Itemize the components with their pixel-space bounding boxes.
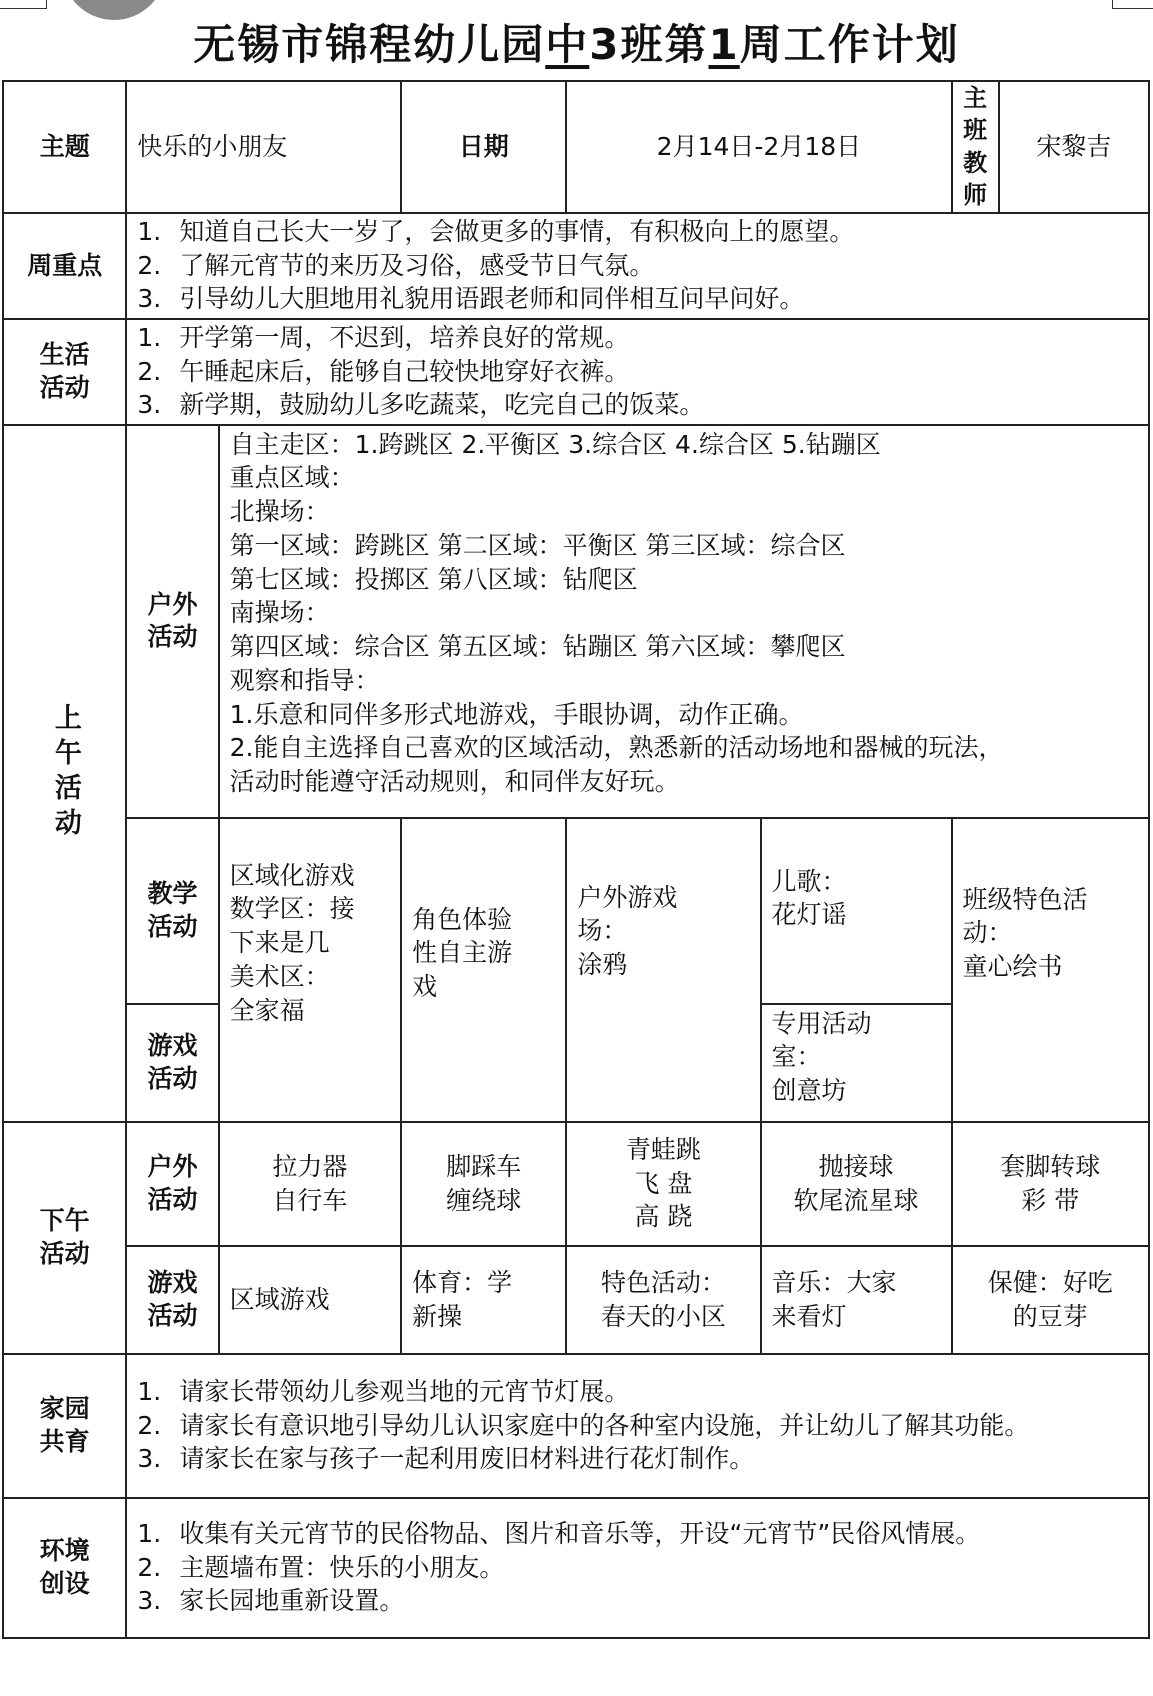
header-row	[3, 81, 1149, 213]
weekly-focus-row	[3, 213, 1149, 319]
home-content	[126, 1354, 1149, 1498]
list-item: 1. 知道自己长大一岁了，会做更多的事情，有积极向上的愿望。	[137, 216, 855, 246]
life-label: 生活活动	[3, 319, 126, 425]
list-item: 2. 请家长有意识地引导幼儿认识家庭中的各种室内设施，并让幼儿了解其功能。	[137, 1410, 1030, 1440]
thu-activity-bottom: 专用活动 室： 创意坊	[761, 1004, 952, 1122]
env-label: 环境创设	[3, 1498, 126, 1638]
home-row	[3, 1354, 1149, 1498]
corner-mark-left	[0, 0, 47, 9]
list-item: 2. 了解元宵节的来历及习俗，感受节日气氛。	[137, 250, 655, 280]
morning-outdoor-content: 自主走区：1.跨跳区 2.平衡区 3.综合区 4.综合区 5.钻蹦区 重点区域： 北操场： 第一区域：跨跳区 第二区域：平衡区 第三区域：综合区 第七区域：投掷区 第八区域：钻爬区 南操场： 第四区域：综合区 第五区域：钻蹦区 第六区域：攀爬区 观察和指导： 1.乐意和同伴多形式地游戏，手眼协调，动作正确。 2.能自主选择自己喜欢的区域活动，熟悉新的活动场地和器械的玩法， 活动时能遵守活动规则，和同伴友好玩。	[219, 425, 1149, 818]
game-wed: 特色活动： 春天的小区	[566, 1246, 760, 1354]
pe-tue: 脚踩车 缠绕球	[401, 1122, 566, 1246]
title-suffix: 3班第	[589, 20, 709, 69]
theme-value: 快乐的小朋友	[126, 81, 401, 213]
game-mon: 区域游戏	[219, 1246, 401, 1354]
game-thu: 音乐：大家 来看灯	[761, 1246, 952, 1354]
afternoon-outdoor-row	[3, 1122, 1149, 1246]
pe-mon: 拉力器 自行车	[219, 1122, 401, 1246]
title-class: 中	[545, 20, 590, 69]
page-title	[0, 12, 1153, 72]
list-item: 1. 收集有关元宵节的民俗物品、图片和音乐等，开设“元宵节”民俗风情展。	[137, 1518, 981, 1548]
list-item: 1. 开学第一周，不迟到，培养良好的常规。	[137, 322, 630, 352]
title-prefix: 无锡市锦程幼儿园	[193, 20, 546, 69]
afternoon-outdoor-label: 户外活动	[126, 1122, 218, 1246]
env-content	[126, 1498, 1149, 1638]
corner-mark-right	[1112, 0, 1153, 9]
title-week: 1	[708, 20, 740, 69]
pe-fri: 套脚转球 彩 带	[952, 1122, 1150, 1246]
afternoon-game-row	[3, 1246, 1149, 1354]
home-label: 家园共育	[3, 1354, 126, 1498]
list-item: 2. 主题墙布置：快乐的小朋友。	[137, 1552, 505, 1582]
plan-table	[2, 80, 1150, 1639]
list-item: 3. 引导幼儿大胆地用礼貌用语跟老师和同伴相互问早问好。	[137, 284, 805, 314]
list-item: 3. 新学期，鼓励幼儿多吃蔬菜，吃完自己的饭菜。	[137, 390, 705, 420]
weekly-focus-content	[126, 213, 1149, 319]
fri-activity: 班级特色活 动： 童心绘书	[952, 818, 1150, 1122]
morning-outdoor-row	[3, 425, 1149, 818]
afternoon-label: 下午活动	[3, 1122, 126, 1354]
date-value: 2月14日-2月18日	[566, 81, 951, 213]
morning-teaching-row	[3, 818, 1149, 1004]
morning-label: 上午活动	[3, 425, 126, 1122]
mon-activity: 区域化游戏 数学区：接 下来是几 美术区： 全家福	[219, 818, 401, 1122]
teacher-label: 主班教师	[952, 81, 999, 213]
life-row	[3, 319, 1149, 425]
afternoon-game-label: 游戏活动	[126, 1246, 218, 1354]
list-item: 1. 请家长带领幼儿参观当地的元宵节灯展。	[137, 1376, 630, 1406]
game-tue: 体育：学 新操	[401, 1246, 566, 1354]
game-label: 游戏活动	[126, 1004, 218, 1122]
theme-label: 主题	[3, 81, 126, 213]
wed-activity: 户外游戏 场： 涂鸦	[566, 818, 760, 1122]
pe-thu: 抛接球 软尾流星球	[761, 1122, 952, 1246]
teaching-label: 教学活动	[126, 818, 218, 1004]
title-tail: 周工作计划	[739, 20, 960, 69]
list-item: 2. 午睡起床后，能够自己较快地穿好衣裤。	[137, 356, 630, 386]
weekly-focus-label: 周重点	[3, 213, 126, 319]
list-item: 3. 请家长在家与孩子一起利用废旧材料进行花灯制作。	[137, 1444, 755, 1474]
env-row	[3, 1498, 1149, 1638]
pe-wed: 青蛙跳 飞 盘 高 跷	[566, 1122, 760, 1246]
game-fri: 保健：好吃 的豆芽	[952, 1246, 1150, 1354]
life-content	[126, 319, 1149, 425]
thu-activity-top: 儿歌： 花灯谣	[761, 818, 952, 1004]
list-item: 3. 家长园地重新设置。	[137, 1586, 405, 1616]
teacher-value: 宋黎吉	[999, 81, 1149, 213]
tue-activity: 角色体验 性自主游 戏	[401, 818, 566, 1122]
morning-outdoor-label: 户外活动	[126, 425, 218, 818]
date-label: 日期	[401, 81, 566, 213]
